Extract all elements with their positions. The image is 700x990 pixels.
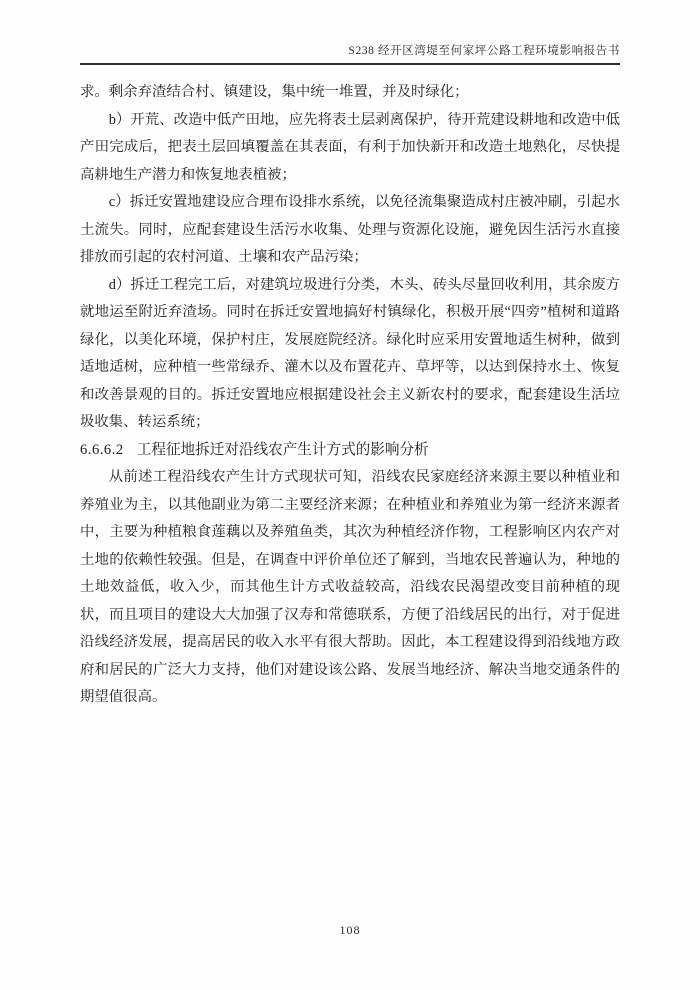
page-number: 108 [339, 923, 361, 937]
paragraph-continuation: 求。剩余弃渣结合村、镇建设，集中统一堆置，并及时绿化； [80, 84, 469, 100]
page-footer [0, 923, 700, 938]
section-heading-number: 6.6.6.2 [80, 441, 124, 458]
paragraph-item-b: b）开荒、改造中低产田地，应先将表土层剥离保护，待开荒建设耕地和改造中低产田完成后，把表土层回填覆盖在其表面，有利于加快新开和改造土地熟化，尽快提高耕地生产潜力和恢复地表植被； [80, 111, 620, 183]
section-heading [80, 437, 620, 465]
header-title: S238 经开区湾堤至何家坪公路工程环境影响报告书 [348, 45, 620, 57]
page-header [80, 42, 620, 65]
paragraph-analysis: 从前述工程沿线农产生计方式现状可知，沿线农民家庭经济来源主要以种植业和养殖业为主，以其他副业为第二主要经济来源；在种植业和养殖业为第一经济来源者中，主要为种植粮食莲藕以及养殖鱼类，其次为种植经济作物，工程影响区内农产对土地的依赖性较强。但是，在调查中评价单位还了解到，当地农民普遍认为，种地的土地效益低，收入少，而其他生计方式收益较高，沿线农民渴望改变目前种植的现状，而且项目的建设大大加强了汉寿和常德联系，方便了沿线居民的出行，对于促进沿线经济发展，提高居民的收入水平有很大帮助。因此，本工程建设得到沿线地方政府和居民的广泛大力支持，他们对建设该公路、发展当地经济、解决当地交通条件的期望值很高。 [80, 469, 620, 705]
paragraph-item-c: c）拆迁安置地建设应合理布设排水系统，以免径流集聚造成村庄被冲刷，引起水土流失。同时，应配套建设生活污水收集、处理与资源化设施，避免因生活污水直接排放而引起的农村河道、土壤和农产品污染； [80, 194, 620, 265]
section-heading-title: 工程征地拆迁对沿线农产生计方式的影响分析 [136, 441, 429, 458]
document-body [80, 79, 620, 712]
paragraph-item-d: d）拆迁工程完工后，对建筑垃圾进行分类，木头、砖头尽量回收利用，其余废方就地运至附近弃渣场。同时在拆迁安置地搞好村镇绿化，积极开展“四旁”植树和道路绿化，以美化环境，保护村庄，发展庭院经济。绿化时应采用安置地适生树种，做到适地适树，应种植一些常绿乔、灌木以及布置花卉、草坪等，以达到保持水土、恢复和改善景观的目的。拆迁安置地应根据建设社会主义新农村的要求，配套建设生活垃圾收集、转运系统； [80, 276, 620, 430]
